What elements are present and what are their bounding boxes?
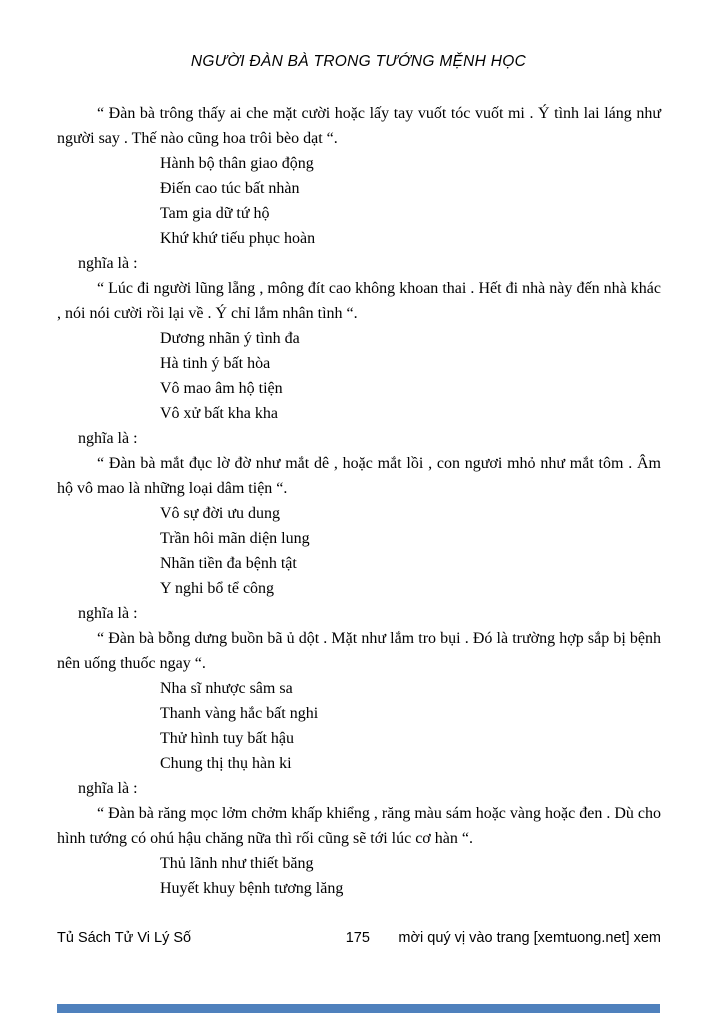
verse-line: Khứ khứ tiếu phục hoàn [160,230,316,247]
verse-line: Chung thị thụ hàn ki [160,755,292,772]
verse-line: Nha sĩ nhược sâm sa [160,680,293,697]
page-title: NGƯỜI ĐÀN BÀ TRONG TƯỚNG MỆNH HỌC [190,53,527,70]
verse-line: Hành bộ thân giao động [160,155,314,172]
meaning-label: nghĩa là : [78,780,138,797]
paragraph: “ Đàn bà bỗng dưng buồn bã ủ dột . Mặt như lắm tro bụi . Đó là trường hợp sắp bị bệnh nên uống thuốc ngay “. [57,630,661,672]
bottom-bar [57,1004,660,1013]
verse-line: Thử hình tuy bất hậu [160,730,294,747]
verse-line: Nhãn tiền đa bệnh tật [160,555,297,572]
verse-line: Y nghi bổ tể công [160,580,275,597]
verse-line: Huyết khuy bệnh tương lăng [160,880,344,897]
paragraph: “ Đàn bà trông thấy ai che mặt cười hoặc lấy tay vuốt tóc vuốt mi . Ý tình lai láng như người say . Thế nào cũng hoa trôi bèo dạt “. [57,105,661,147]
verse-line: Vô xử bất kha kha [160,405,278,422]
footer-website-note: mời quý vị vào trang [xemtuong.net] xem [398,930,661,946]
meaning-label: nghĩa là : [78,605,138,622]
paragraph: “ Đàn bà răng mọc lởm chởm khấp khiểng , răng màu sám hoặc vàng hoặc đen . Dù cho hình tướng có ohú hậu chăng nữa thì rối cũng sẽ tới lúc cơ hàn “. [57,805,661,847]
document-body [57,101,661,901]
verse-line: Trần hôi mãn diện lung [160,530,310,547]
meaning-label: nghĩa là : [78,255,138,272]
verse-line: Thủ lãnh như thiết băng [160,855,314,872]
verse-line: Hà tinh ý bất hòa [160,355,271,372]
verse-line: Tam gia dữ tứ hộ [160,205,270,222]
page-footer [57,930,661,950]
verse-line: Vô mao âm hộ tiện [160,380,283,397]
page-number: 175 [345,930,370,946]
verse-line: Thanh vàng hắc bất nghi [160,705,319,722]
meaning-label: nghĩa là : [78,430,138,447]
paragraph: “ Đàn bà mắt đục lờ đờ như mắt dê , hoặc mắt lồi , con ngươi mhỏ như mắt tôm . Âm hộ vô mao là những loại dâm tiện “. [57,455,661,497]
verse-line: Vô sự đời ưu dung [160,505,281,522]
verse-line: Dương nhãn ý tình đa [160,330,300,347]
paragraph: “ Lúc đi người lũng lẵng , mông đít cao không khoan thai . Hết đi nhà này đến nhà khác , nói nói cười rồi lại về . Ý chỉ lắm nhân tình “. [57,280,661,322]
footer-series-title: Tủ Sách Tử Vi Lý Số [57,930,192,946]
verse-line: Điến cao túc bất nhàn [160,180,300,197]
